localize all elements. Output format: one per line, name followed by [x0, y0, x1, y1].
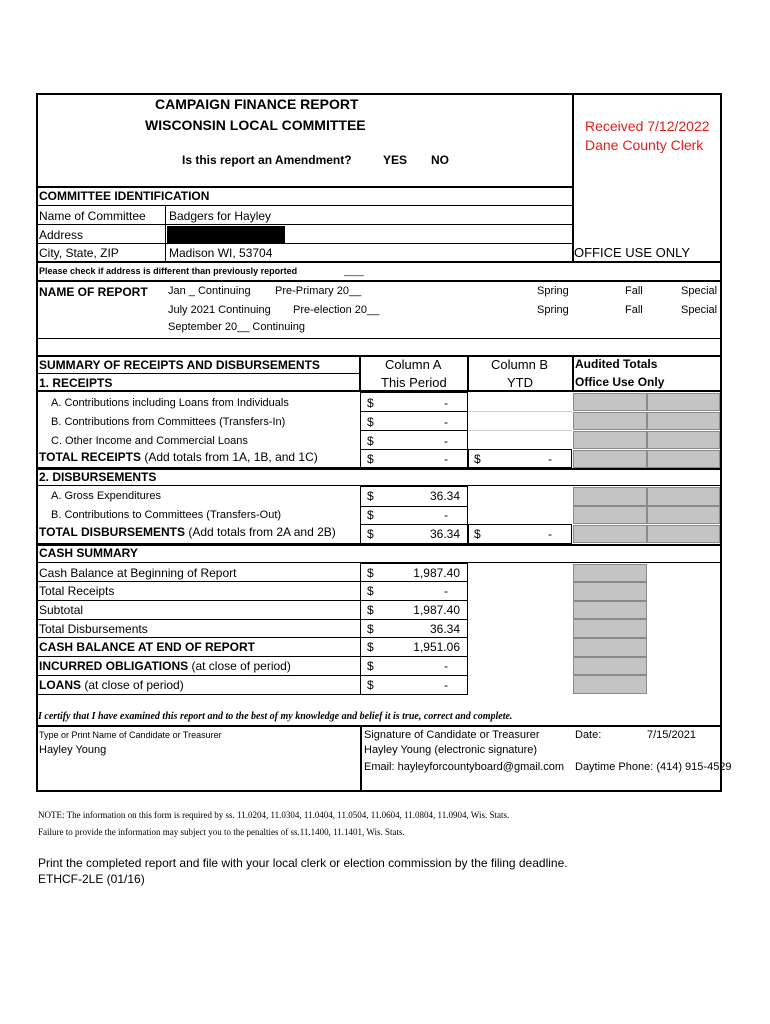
report-pre-election[interactable]: Pre-election 20__	[293, 304, 380, 316]
disb-b-value[interactable]: -	[444, 508, 448, 522]
cash-col-rule-2	[360, 600, 468, 601]
total-disb-ytd-value[interactable]: -	[548, 527, 552, 541]
summary-title-rule	[36, 373, 360, 374]
loans-value[interactable]: -	[444, 678, 448, 692]
audited-loans	[573, 675, 647, 694]
audited-cash-disbursements	[573, 619, 647, 638]
total-receipts-currency: $	[367, 452, 374, 466]
receipts-col-b-faint-1	[468, 411, 572, 412]
audited-receipts-a-left	[573, 393, 647, 411]
cash-end-currency: $	[367, 640, 374, 654]
committee-col-divider	[165, 205, 166, 262]
certification-rule	[36, 725, 722, 727]
total-receipts-ytd-value[interactable]: -	[548, 452, 552, 466]
date-label: Date:	[575, 729, 602, 741]
receipts-col-a-rule-3	[360, 449, 468, 450]
clerk-stamp: Dane County Clerk	[585, 137, 704, 153]
report-september-continuing[interactable]: September 20__ Continuing	[168, 321, 305, 333]
signature-value[interactable]: Hayley Young (electronic signature)	[364, 744, 538, 756]
column-b-header: Column B	[491, 357, 549, 372]
loans-note: (at close of period)	[81, 678, 184, 692]
cash-col-rule-1	[360, 581, 468, 582]
cash-total-receipts-value[interactable]: -	[444, 584, 448, 598]
receipt-c-currency: $	[367, 434, 374, 448]
cash-total-disb-value[interactable]: 36.34	[429, 622, 460, 636]
report-special-1[interactable]: Special	[681, 285, 718, 297]
form-border-top	[36, 93, 722, 95]
total-disb-ytd-currency: $	[474, 527, 481, 541]
receipt-a-value[interactable]: -	[444, 396, 448, 410]
summary-title: SUMMARY OF RECEIPTS AND DISBURSEMENTS	[39, 358, 320, 372]
report-special-2[interactable]: Special	[681, 304, 718, 316]
committee-top-rule	[36, 186, 574, 188]
cash-total-disb-currency: $	[367, 622, 374, 636]
incurred-obligations-label	[39, 660, 291, 672]
report-name-bottom-rule	[36, 338, 722, 339]
audited-disb-total-right	[647, 525, 720, 543]
cash-total-receipts-currency: $	[367, 584, 374, 598]
disb-a-value[interactable]: 36.34	[429, 489, 460, 503]
audited-totals-subheader: Office Use Only	[575, 375, 665, 389]
receipt-b-currency: $	[367, 415, 374, 429]
cash-subtotal-currency: $	[367, 603, 374, 617]
committee-rule-3	[36, 243, 574, 244]
daytime-phone[interactable]: Daytime Phone: (414) 915-4529	[575, 761, 732, 773]
column-b-subheader: YTD	[507, 375, 533, 390]
receipts-title: 1. RECEIPTS	[39, 376, 113, 390]
column-a-subheader: This Period	[381, 375, 447, 390]
receipt-a-label: A. Contributions including Loans from Individuals	[51, 397, 289, 409]
audited-cash-subtotal	[573, 601, 647, 619]
cash-col-rule-4	[360, 637, 468, 638]
header-divider-1	[359, 356, 361, 391]
cash-summary-top-rule	[36, 544, 722, 546]
report-spring-2[interactable]: Spring	[537, 304, 569, 316]
cash-col-rule-5	[360, 656, 468, 657]
office-use-divider	[572, 94, 574, 263]
cash-total-disb-label: Total Disbursements	[39, 622, 148, 636]
form-title-line2: WISCONSIN LOCAL COMMITTEE	[145, 117, 366, 133]
audited-cash-receipts	[573, 582, 647, 601]
receipt-b-label: B. Contributions from Committees (Transfers-In)	[51, 416, 286, 428]
total-receipts-bold: TOTAL RECEIPTS	[39, 450, 142, 464]
receipt-a-currency: $	[367, 396, 374, 410]
audited-cash-beginning	[573, 564, 647, 582]
audited-disb-b-left	[573, 506, 647, 524]
print-instructions: Print the completed report and file with your local clerk or election commission by the filing deadline.	[38, 856, 568, 870]
audited-incurred-obligations	[573, 657, 647, 675]
cash-label-rule-6	[36, 675, 360, 676]
email-value[interactable]: Email: hayleyforcountyboard@gmail.com	[364, 761, 565, 773]
audited-cash-end	[573, 638, 647, 657]
audited-receipts-a-right	[647, 393, 720, 411]
column-a-header: Column A	[385, 357, 442, 372]
disb-b-label: B. Contributions to Committees (Transfers-Out)	[51, 509, 282, 521]
treasurer-name[interactable]: Hayley Young	[39, 744, 107, 756]
cash-label-rule-2	[36, 600, 360, 601]
cash-label-rule-5	[36, 656, 360, 657]
loans-label	[39, 679, 184, 691]
committee-bottom-rule	[36, 261, 722, 263]
cash-beginning-label: Cash Balance at Beginning of Report	[39, 566, 237, 580]
total-disb-currency: $	[367, 527, 374, 541]
address-change-checkbox[interactable]: ____	[344, 266, 365, 276]
incurred-obligations-bold: INCURRED OBLIGATIONS	[39, 659, 189, 673]
amendment-yes[interactable]: YES	[383, 153, 408, 167]
report-fall-1[interactable]: Fall	[625, 285, 643, 297]
report-spring-1[interactable]: Spring	[537, 285, 569, 297]
committee-section-title: COMMITTEE IDENTIFICATION	[39, 189, 210, 203]
cash-beginning-currency: $	[367, 566, 374, 580]
report-july-continuing[interactable]: July 2021 Continuing	[168, 304, 271, 316]
total-disbursements-note: (Add totals from 2A and 2B)	[185, 525, 336, 539]
total-receipts-ytd-currency: $	[474, 452, 481, 466]
incurred-obligations-value[interactable]: -	[444, 659, 448, 673]
date-value[interactable]: 7/15/2021	[647, 729, 696, 741]
receipt-c-label: C. Other Income and Commercial Loans	[51, 435, 248, 447]
committee-rule-1	[36, 205, 574, 206]
audited-receipts-c-left	[573, 431, 647, 449]
committee-rule-2	[36, 224, 574, 225]
audited-disb-a-right	[647, 487, 720, 506]
city-state-zip-value[interactable]: Madison WI, 53704	[169, 246, 273, 260]
report-fall-2[interactable]: Fall	[625, 304, 643, 316]
committee-name-label: Name of Committee	[39, 209, 146, 223]
cash-subtotal-label: Subtotal	[39, 603, 84, 617]
received-stamp: Received 7/12/2022	[585, 118, 710, 134]
signature-divider	[360, 726, 362, 790]
report-pre-primary[interactable]: Pre-Primary 20__	[275, 285, 362, 297]
audited-receipts-c-right	[647, 431, 720, 449]
disb-col-a-rule-1	[360, 506, 468, 507]
incurred-obligations-currency: $	[367, 659, 374, 673]
disb-a-label: A. Gross Expenditures	[51, 490, 162, 502]
receipt-c-value[interactable]: -	[444, 434, 448, 448]
total-receipts-note: (Add totals from 1A, 1B, and 1C)	[141, 450, 318, 464]
disb-b-currency: $	[367, 508, 374, 522]
header-divider-3	[572, 356, 574, 391]
cash-label-rule-7	[36, 694, 360, 695]
total-disbursements-label	[39, 526, 336, 538]
audited-disb-total-left	[573, 525, 647, 543]
audited-receipts-b-left	[573, 412, 647, 430]
cash-subtotal-value[interactable]: 1,987.40	[413, 603, 460, 617]
audited-receipts-total-right	[647, 450, 720, 468]
signature-label: Signature of Candidate or Treasurer	[364, 729, 540, 741]
audited-disb-a-left	[573, 487, 647, 506]
form-border-left	[36, 94, 38, 791]
disb-col-a-rule-2	[360, 524, 468, 525]
penalty-note: Failure to provide the information may subject you to the penalties of ss.11.1400, 11.1401, Wis. Stats.	[38, 827, 405, 837]
committee-name-value[interactable]: Badgers for Hayley	[169, 209, 272, 223]
total-receipts-value[interactable]: -	[444, 452, 448, 466]
receipts-col-a-rule-1	[360, 411, 468, 412]
cash-end-value[interactable]: 1,951.06	[413, 640, 460, 654]
loans-currency: $	[367, 678, 374, 692]
form-border-right	[720, 94, 722, 791]
cash-label-rule-1	[36, 581, 360, 582]
header-divider-2	[467, 356, 469, 391]
cash-col-rule-3	[360, 619, 468, 620]
report-name-label: NAME OF REPORT	[39, 285, 148, 299]
address-label: Address	[39, 228, 84, 242]
cash-label-rule-3	[36, 619, 360, 620]
total-disb-value[interactable]: 36.34	[429, 527, 460, 541]
incurred-obligations-note: (at close of period)	[188, 659, 291, 673]
amendment-question: Is this report an Amendment?	[182, 153, 352, 167]
receipts-col-a-rule-2	[360, 430, 468, 431]
cash-beginning-value[interactable]: 1,987.40	[413, 566, 460, 580]
audited-receipts-b-right	[647, 412, 720, 430]
receipts-col-b-faint-2	[468, 430, 572, 431]
form-id: ETHCF-2LE (01/16)	[38, 872, 145, 886]
total-receipts-label	[39, 451, 318, 463]
certification-statement: I certify that I have examined this report and to the best of my knowledge and belief it is true, correct and complete.	[38, 711, 513, 722]
audited-disb-b-right	[647, 506, 720, 524]
disb-a-currency: $	[367, 489, 374, 503]
form-border-bottom	[36, 790, 722, 792]
total-disbursements-bold: TOTAL DISBURSEMENTS	[39, 525, 186, 539]
statutory-note: NOTE: The information on this form is required by ss. 11.0204, 11.0304, 11.0404, 11.0504, 11.0604, 11.0804, 11.0904, Wis. Stats.	[38, 810, 510, 820]
form-title-line1: CAMPAIGN FINANCE REPORT	[155, 96, 359, 112]
cash-end-label: CASH BALANCE AT END OF REPORT	[39, 640, 255, 654]
cash-col-rule-6	[360, 675, 468, 676]
address-change-note: Please check if address is different than previously reported	[39, 266, 298, 276]
report-name-top-rule	[36, 280, 722, 282]
audited-receipts-total-left	[573, 450, 647, 468]
disbursements-title: 2. DISBURSEMENTS	[39, 470, 157, 484]
loans-bold: LOANS	[39, 678, 81, 692]
receipt-b-value[interactable]: -	[444, 415, 448, 429]
cash-total-receipts-label: Total Receipts	[39, 584, 115, 598]
address-redaction	[167, 226, 285, 244]
print-name-label: Type or Print Name of Candidate or Treasurer	[39, 730, 222, 740]
report-jan-continuing[interactable]: Jan _ Continuing	[168, 285, 251, 297]
audited-totals-header: Audited Totals	[575, 357, 658, 371]
cash-label-rule-4	[36, 637, 360, 638]
amendment-no[interactable]: NO	[431, 153, 449, 167]
city-state-zip-label: City, State, ZIP	[39, 246, 119, 260]
cash-summary-title: CASH SUMMARY	[39, 546, 138, 560]
office-use-only-label: OFFICE USE ONLY	[574, 245, 691, 260]
